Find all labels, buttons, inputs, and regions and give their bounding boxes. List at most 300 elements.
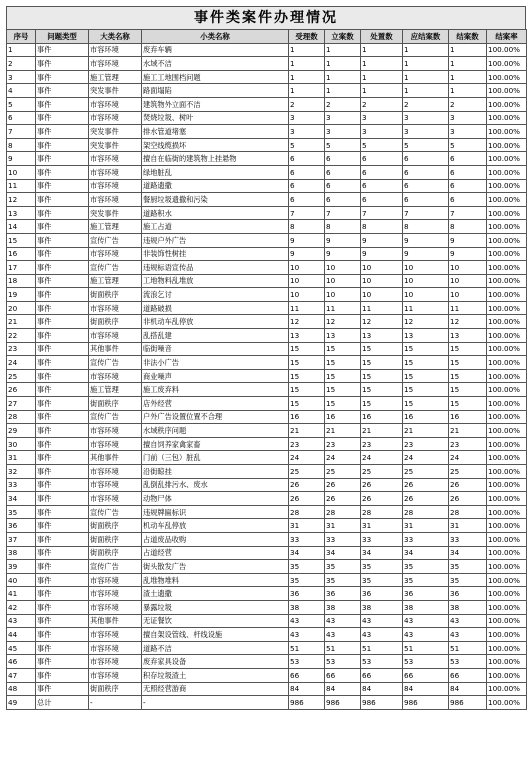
cell-filed: 38 — [325, 600, 361, 614]
cell-handled: 10 — [361, 288, 403, 302]
cell-handled: 11 — [361, 301, 403, 315]
cell-handled: 53 — [361, 655, 403, 669]
table-row — [7, 546, 527, 560]
cell-subcategory: 工地物料乱堆放 — [142, 274, 289, 288]
cell-issue-type: 事件 — [36, 628, 89, 642]
cell-filed: 6 — [325, 179, 361, 193]
cell-category: 街面秩序 — [89, 397, 142, 411]
cell-closed: 1 — [449, 57, 487, 71]
table-row — [7, 682, 527, 696]
cell-closed: 15 — [449, 369, 487, 383]
cell-subcategory: 擅自在临街的建筑物上挂悬物 — [142, 152, 289, 166]
cell-category: 市容环境 — [89, 437, 142, 451]
cell-filed: 31 — [325, 519, 361, 533]
cell-handled: 43 — [361, 614, 403, 628]
table-row — [7, 70, 527, 84]
cell-closed: 15 — [449, 397, 487, 411]
cell-closed: 16 — [449, 410, 487, 424]
cell-due-closed: 1 — [403, 43, 449, 57]
table-row — [7, 233, 527, 247]
cell-filed: 11 — [325, 301, 361, 315]
cell-accepted: 10 — [289, 288, 325, 302]
cell-handled: 31 — [361, 519, 403, 533]
cell-issue-type: 事件 — [36, 492, 89, 506]
cell-accepted: 31 — [289, 519, 325, 533]
cell-closed: 6 — [449, 179, 487, 193]
cell-filed: 23 — [325, 437, 361, 451]
cell-subcategory: 街头散发广告 — [142, 560, 289, 574]
cell-category: 宣传广告 — [89, 233, 142, 247]
cell-handled: 13 — [361, 329, 403, 343]
table-row — [7, 451, 527, 465]
cell-closed: 84 — [449, 682, 487, 696]
cell-accepted: 51 — [289, 641, 325, 655]
table-row — [7, 247, 527, 261]
cell-category: 市容环境 — [89, 247, 142, 261]
cell-index: 43 — [7, 614, 36, 628]
cell-closed: 10 — [449, 274, 487, 288]
cell-subcategory: 户外广告设置位置不合理 — [142, 410, 289, 424]
cell-handled: 6 — [361, 152, 403, 166]
cell-index: 7 — [7, 125, 36, 139]
cell-subcategory: 积存垃圾渣土 — [142, 668, 289, 682]
cell-filed: 6 — [325, 193, 361, 207]
cell-accepted: 9 — [289, 233, 325, 247]
cell-issue-type: 事件 — [36, 465, 89, 479]
cell-handled: 10 — [361, 274, 403, 288]
cell-index: 46 — [7, 655, 36, 669]
cell-index: 11 — [7, 179, 36, 193]
table-row — [7, 505, 527, 519]
cell-index: 5 — [7, 97, 36, 111]
cell-accepted: 28 — [289, 505, 325, 519]
cell-category: 街面秩序 — [89, 288, 142, 302]
cell-due-closed: 1 — [403, 57, 449, 71]
cell-filed: 28 — [325, 505, 361, 519]
cell-index: 34 — [7, 492, 36, 506]
cell-subcategory: 违规标语宣传品 — [142, 261, 289, 275]
cell-subcategory: 渣土遗撒 — [142, 587, 289, 601]
cell-close-rate: 100.00% — [487, 682, 527, 696]
cell-due-closed: 6 — [403, 179, 449, 193]
cell-due-closed: 11 — [403, 301, 449, 315]
table-row — [7, 329, 527, 343]
cell-subcategory: 暴露垃圾 — [142, 600, 289, 614]
cell-accepted: 26 — [289, 478, 325, 492]
cell-filed: 2 — [325, 97, 361, 111]
cell-subcategory: 擅自架设管线、杆线设施 — [142, 628, 289, 642]
cell-filed: 26 — [325, 478, 361, 492]
cell-category: 市容环境 — [89, 193, 142, 207]
table-row — [7, 288, 527, 302]
cell-close-rate: 100.00% — [487, 519, 527, 533]
table-row — [7, 125, 527, 139]
cell-due-closed: 23 — [403, 437, 449, 451]
cell-close-rate: 100.00% — [487, 288, 527, 302]
cell-close-rate: 100.00% — [487, 492, 527, 506]
cell-closed: 43 — [449, 628, 487, 642]
cell-index: 20 — [7, 301, 36, 315]
cell-issue-type: 事件 — [36, 397, 89, 411]
cell-handled: 43 — [361, 628, 403, 642]
cell-close-rate: 100.00% — [487, 138, 527, 152]
cell-accepted: 8 — [289, 220, 325, 234]
cell-due-closed: 35 — [403, 573, 449, 587]
cell-subcategory: 违规户外广告 — [142, 233, 289, 247]
cell-index: 18 — [7, 274, 36, 288]
cell-closed: 24 — [449, 451, 487, 465]
cell-issue-type: 事件 — [36, 546, 89, 560]
cell-category: 宣传广告 — [89, 410, 142, 424]
table-row — [7, 628, 527, 642]
cell-filed: 51 — [325, 641, 361, 655]
cell-issue-type: 事件 — [36, 369, 89, 383]
cell-handled: 7 — [361, 206, 403, 220]
cell-due-closed: 3 — [403, 125, 449, 139]
cell-index: 28 — [7, 410, 36, 424]
cell-filed: 34 — [325, 546, 361, 560]
cell-issue-type: 事件 — [36, 682, 89, 696]
cell-index: 1 — [7, 43, 36, 57]
cell-due-closed: 1 — [403, 84, 449, 98]
cell-handled: 15 — [361, 383, 403, 397]
cell-category: 市容环境 — [89, 179, 142, 193]
cell-due-closed: 43 — [403, 614, 449, 628]
cell-due-closed: 15 — [403, 356, 449, 370]
col-header-due-closed: 应结案数 — [403, 30, 449, 44]
cell-index: 14 — [7, 220, 36, 234]
cell-index: 49 — [7, 696, 36, 710]
cell-handled: 35 — [361, 573, 403, 587]
cell-accepted: 3 — [289, 125, 325, 139]
cell-category: 市容环境 — [89, 424, 142, 438]
cell-issue-type: 总计 — [36, 696, 89, 710]
cell-subcategory: 门前（三包）脏乱 — [142, 451, 289, 465]
cell-index: 47 — [7, 668, 36, 682]
cell-filed: 10 — [325, 274, 361, 288]
cell-category: 市容环境 — [89, 573, 142, 587]
cell-accepted: 1 — [289, 43, 325, 57]
cell-closed: 15 — [449, 342, 487, 356]
cell-category: 市容环境 — [89, 655, 142, 669]
cell-issue-type: 事件 — [36, 668, 89, 682]
cell-filed: 13 — [325, 329, 361, 343]
cell-index: 42 — [7, 600, 36, 614]
cell-filed: 8 — [325, 220, 361, 234]
cell-subcategory: 道路破损 — [142, 301, 289, 315]
cell-category: 市容环境 — [89, 668, 142, 682]
cell-close-rate: 100.00% — [487, 179, 527, 193]
cell-handled: 10 — [361, 261, 403, 275]
cell-filed: 1 — [325, 70, 361, 84]
cell-issue-type: 事件 — [36, 600, 89, 614]
cell-accepted: 11 — [289, 301, 325, 315]
col-header-accepted: 受理数 — [289, 30, 325, 44]
cell-handled: 986 — [361, 696, 403, 710]
cell-filed: 84 — [325, 682, 361, 696]
cell-close-rate: 100.00% — [487, 84, 527, 98]
cell-closed: 36 — [449, 587, 487, 601]
cell-issue-type: 事件 — [36, 410, 89, 424]
table-row — [7, 397, 527, 411]
cell-handled: 33 — [361, 532, 403, 546]
cell-category: 施工管理 — [89, 383, 142, 397]
cell-index: 19 — [7, 288, 36, 302]
cell-issue-type: 事件 — [36, 383, 89, 397]
table-row — [7, 465, 527, 479]
cell-close-rate: 100.00% — [487, 641, 527, 655]
cell-accepted: 6 — [289, 179, 325, 193]
cell-due-closed: 26 — [403, 478, 449, 492]
table-row — [7, 478, 527, 492]
cell-filed: 36 — [325, 587, 361, 601]
cell-subcategory: 店外经营 — [142, 397, 289, 411]
cell-accepted: 35 — [289, 573, 325, 587]
cell-index: 32 — [7, 465, 36, 479]
cell-closed: 38 — [449, 600, 487, 614]
cell-closed: 26 — [449, 492, 487, 506]
cell-index: 13 — [7, 206, 36, 220]
cell-index: 30 — [7, 437, 36, 451]
cell-filed: 3 — [325, 125, 361, 139]
cell-handled: 1 — [361, 57, 403, 71]
cell-category: 施工管理 — [89, 220, 142, 234]
cell-category: 市容环境 — [89, 301, 142, 315]
cell-handled: 25 — [361, 465, 403, 479]
cell-filed: 43 — [325, 628, 361, 642]
col-header-closed: 结案数 — [449, 30, 487, 44]
cell-issue-type: 事件 — [36, 451, 89, 465]
cell-handled: 1 — [361, 84, 403, 98]
cell-closed: 35 — [449, 560, 487, 574]
cell-filed: 15 — [325, 356, 361, 370]
cell-closed: 23 — [449, 437, 487, 451]
header-row — [7, 30, 527, 44]
cell-issue-type: 事件 — [36, 152, 89, 166]
cell-issue-type: 事件 — [36, 261, 89, 275]
cell-accepted: 21 — [289, 424, 325, 438]
cell-category: 市容环境 — [89, 369, 142, 383]
cell-due-closed: 51 — [403, 641, 449, 655]
table-row — [7, 193, 527, 207]
cell-handled: 26 — [361, 492, 403, 506]
cell-due-closed: 36 — [403, 587, 449, 601]
cell-accepted: 15 — [289, 397, 325, 411]
cell-category: 其他事件 — [89, 451, 142, 465]
cell-handled: 6 — [361, 179, 403, 193]
cell-category: 街面秩序 — [89, 532, 142, 546]
cell-closed: 9 — [449, 233, 487, 247]
cell-filed: 15 — [325, 383, 361, 397]
cell-issue-type: 事件 — [36, 274, 89, 288]
table-row — [7, 587, 527, 601]
cell-index: 35 — [7, 505, 36, 519]
cell-closed: 11 — [449, 301, 487, 315]
cell-index: 10 — [7, 165, 36, 179]
cell-close-rate: 100.00% — [487, 70, 527, 84]
cell-issue-type: 事件 — [36, 437, 89, 451]
cell-due-closed: 84 — [403, 682, 449, 696]
cell-closed: 5 — [449, 138, 487, 152]
cell-accepted: 1 — [289, 70, 325, 84]
col-header-index: 序号 — [7, 30, 36, 44]
cell-close-rate: 100.00% — [487, 546, 527, 560]
cell-category: 宣传广告 — [89, 560, 142, 574]
table-row — [7, 696, 527, 710]
cell-issue-type: 事件 — [36, 111, 89, 125]
cell-index: 23 — [7, 342, 36, 356]
cell-issue-type: 事件 — [36, 84, 89, 98]
cell-due-closed: 25 — [403, 465, 449, 479]
cell-handled: 9 — [361, 233, 403, 247]
cell-accepted: 38 — [289, 600, 325, 614]
cell-closed: 31 — [449, 519, 487, 533]
cell-close-rate: 100.00% — [487, 356, 527, 370]
cell-handled: 84 — [361, 682, 403, 696]
cell-close-rate: 100.00% — [487, 614, 527, 628]
cell-closed: 1 — [449, 43, 487, 57]
cell-accepted: 7 — [289, 206, 325, 220]
cell-closed: 3 — [449, 125, 487, 139]
cell-due-closed: 28 — [403, 505, 449, 519]
cell-subcategory: 无照经营游商 — [142, 682, 289, 696]
cell-accepted: 33 — [289, 532, 325, 546]
cell-issue-type: 事件 — [36, 614, 89, 628]
cell-issue-type: 事件 — [36, 43, 89, 57]
cell-handled: 24 — [361, 451, 403, 465]
cell-filed: 24 — [325, 451, 361, 465]
cell-filed: 7 — [325, 206, 361, 220]
cell-category: 市容环境 — [89, 329, 142, 343]
cell-due-closed: 38 — [403, 600, 449, 614]
cell-category: 市容环境 — [89, 111, 142, 125]
cell-category: 施工管理 — [89, 70, 142, 84]
cell-closed: 25 — [449, 465, 487, 479]
table-row — [7, 261, 527, 275]
cell-accepted: 13 — [289, 329, 325, 343]
cell-subcategory: 非法小广告 — [142, 356, 289, 370]
table-row — [7, 356, 527, 370]
cell-index: 3 — [7, 70, 36, 84]
cell-subcategory: 流浪乞讨 — [142, 288, 289, 302]
cell-handled: 3 — [361, 111, 403, 125]
cell-index: 8 — [7, 138, 36, 152]
cell-index: 33 — [7, 478, 36, 492]
cell-due-closed: 6 — [403, 152, 449, 166]
table-row — [7, 274, 527, 288]
cell-close-rate: 100.00% — [487, 532, 527, 546]
cell-handled: 26 — [361, 478, 403, 492]
cell-due-closed: 6 — [403, 165, 449, 179]
cell-subcategory: 违规牌匾标识 — [142, 505, 289, 519]
cell-subcategory: 非机动车乱停放 — [142, 315, 289, 329]
cell-due-closed: 10 — [403, 274, 449, 288]
cell-closed: 10 — [449, 261, 487, 275]
cell-due-closed: 7 — [403, 206, 449, 220]
cell-closed: 26 — [449, 478, 487, 492]
cell-accepted: 16 — [289, 410, 325, 424]
cell-close-rate: 100.00% — [487, 560, 527, 574]
cell-close-rate: 100.00% — [487, 193, 527, 207]
cell-handled: 3 — [361, 125, 403, 139]
cell-closed: 33 — [449, 532, 487, 546]
cell-index: 40 — [7, 573, 36, 587]
cell-filed: 35 — [325, 573, 361, 587]
cell-issue-type: 事件 — [36, 655, 89, 669]
cell-subcategory: 餐厨垃圾遗撒和污染 — [142, 193, 289, 207]
cell-filed: 43 — [325, 614, 361, 628]
cell-subcategory: 乱堆物堆料 — [142, 573, 289, 587]
cell-issue-type: 事件 — [36, 329, 89, 343]
table-row — [7, 600, 527, 614]
cell-issue-type: 事件 — [36, 505, 89, 519]
cell-close-rate: 100.00% — [487, 111, 527, 125]
cell-filed: 3 — [325, 111, 361, 125]
cell-subcategory: 路面塌陷 — [142, 84, 289, 98]
cell-handled: 36 — [361, 587, 403, 601]
cell-index: 9 — [7, 152, 36, 166]
cell-category: 街面秩序 — [89, 546, 142, 560]
cell-handled: 1 — [361, 70, 403, 84]
cell-accepted: 84 — [289, 682, 325, 696]
cell-filed: 6 — [325, 165, 361, 179]
cell-close-rate: 100.00% — [487, 587, 527, 601]
cell-accepted: 5 — [289, 138, 325, 152]
cell-category: 突发事件 — [89, 125, 142, 139]
cell-index: 12 — [7, 193, 36, 207]
cell-category: 突发事件 — [89, 84, 142, 98]
cell-accepted: 43 — [289, 628, 325, 642]
cell-subcategory: 施工废弃料 — [142, 383, 289, 397]
cell-filed: 1 — [325, 84, 361, 98]
cell-close-rate: 100.00% — [487, 247, 527, 261]
cell-category: 突发事件 — [89, 206, 142, 220]
cell-closed: 13 — [449, 329, 487, 343]
cell-filed: 986 — [325, 696, 361, 710]
cell-due-closed: 24 — [403, 451, 449, 465]
table-row — [7, 641, 527, 655]
cell-close-rate: 100.00% — [487, 97, 527, 111]
cell-filed: 1 — [325, 43, 361, 57]
cell-subcategory: 擅自饲养家禽家畜 — [142, 437, 289, 451]
cell-issue-type: 事件 — [36, 356, 89, 370]
table-row — [7, 519, 527, 533]
cell-category: 街面秩序 — [89, 315, 142, 329]
cell-closed: 10 — [449, 288, 487, 302]
cell-close-rate: 100.00% — [487, 451, 527, 465]
table-row — [7, 532, 527, 546]
cell-issue-type: 事件 — [36, 641, 89, 655]
cell-index: 24 — [7, 356, 36, 370]
cell-handled: 28 — [361, 505, 403, 519]
table-row — [7, 437, 527, 451]
cell-filed: 10 — [325, 288, 361, 302]
table-row — [7, 342, 527, 356]
cell-accepted: 15 — [289, 369, 325, 383]
cell-issue-type: 事件 — [36, 288, 89, 302]
cell-accepted: 15 — [289, 342, 325, 356]
cell-subcategory: 乱搭乱建 — [142, 329, 289, 343]
cell-subcategory: 废弃家具设备 — [142, 655, 289, 669]
cell-close-rate: 100.00% — [487, 628, 527, 642]
table-row — [7, 206, 527, 220]
cell-category: 市容环境 — [89, 43, 142, 57]
cell-closed: 15 — [449, 383, 487, 397]
cell-handled: 35 — [361, 560, 403, 574]
cell-subcategory: 沿街晾挂 — [142, 465, 289, 479]
cell-filed: 15 — [325, 397, 361, 411]
cell-handled: 66 — [361, 668, 403, 682]
